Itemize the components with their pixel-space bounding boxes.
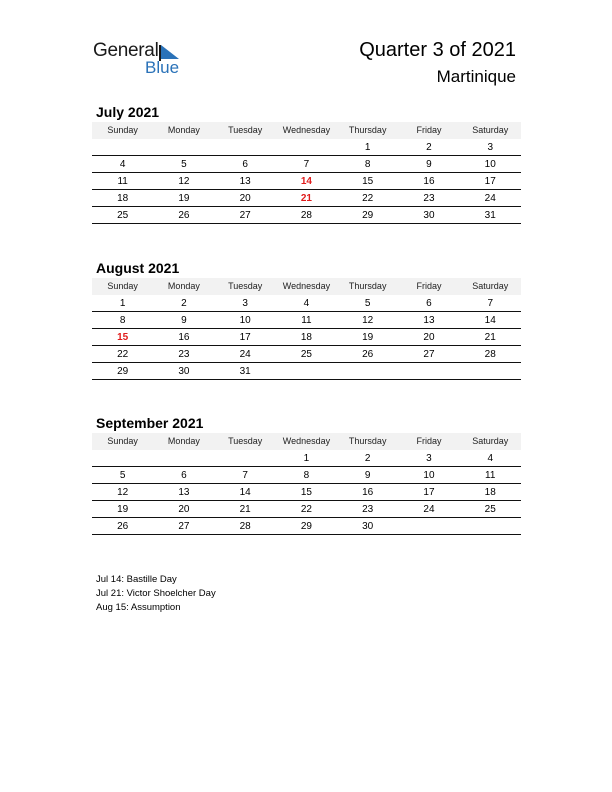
- day-cell: 31: [484, 210, 496, 221]
- weekday-label: Thursday: [348, 125, 387, 135]
- day-cell: 30: [178, 366, 190, 377]
- week-row: [92, 363, 521, 380]
- month-calendar-july: [92, 102, 521, 224]
- day-cell: 12: [117, 487, 129, 498]
- day-cell: 24: [484, 193, 496, 204]
- day-cell: 24: [423, 504, 435, 515]
- day-cell: 17: [423, 487, 435, 498]
- month-grid: [92, 278, 521, 380]
- weekday-label: Saturday: [472, 125, 509, 135]
- weekday-label: Friday: [416, 125, 442, 135]
- day-cell: 28: [300, 210, 312, 221]
- page-title: Quarter 3 of 2021: [359, 39, 516, 61]
- weekday-label: Sunday: [107, 281, 138, 291]
- day-cell: 2: [426, 142, 432, 153]
- day-cell: 26: [178, 210, 190, 221]
- day-cell: [215, 450, 276, 466]
- holiday-note: Aug 15: Assumption: [96, 602, 181, 613]
- day-cell: 19: [117, 504, 129, 515]
- week-row: [92, 450, 521, 467]
- day-cell: 6: [242, 159, 248, 170]
- day-cell: 22: [117, 349, 129, 360]
- day-cell: 16: [423, 176, 435, 187]
- day-cell: [153, 139, 214, 155]
- weekday-label: Tuesday: [228, 436, 263, 446]
- day-cell: 3: [242, 298, 248, 309]
- day-cell: 19: [178, 193, 190, 204]
- day-cell: 22: [300, 504, 312, 515]
- day-cell: 1: [364, 142, 371, 153]
- week-row: [92, 312, 521, 329]
- day-cell: 16: [178, 332, 190, 343]
- day-cell: 26: [362, 349, 374, 360]
- holiday-day-cell: 14: [300, 176, 312, 187]
- day-cell: 2: [181, 298, 187, 309]
- week-row: [92, 346, 521, 363]
- day-cell: 30: [423, 210, 435, 221]
- day-cell: 1: [303, 453, 310, 464]
- weekday-label: Tuesday: [228, 281, 263, 291]
- day-cell: 6: [181, 470, 187, 481]
- day-cell: 5: [181, 159, 187, 170]
- day-cell: 23: [423, 193, 435, 204]
- day-cell: 21: [484, 332, 496, 343]
- day-cell: [276, 363, 337, 379]
- logo-general-text: General: [93, 40, 159, 61]
- day-cell: [398, 518, 459, 534]
- day-cell: 24: [239, 349, 251, 360]
- day-cell: 2: [364, 453, 371, 464]
- day-cell: 15: [362, 176, 374, 187]
- day-cell: 18: [300, 332, 312, 343]
- day-cell: 18: [117, 193, 129, 204]
- weekday-label: Sunday: [107, 436, 138, 446]
- day-cell: 13: [423, 315, 435, 326]
- day-cell: 30: [362, 521, 374, 532]
- week-row: [92, 501, 521, 518]
- week-row: [92, 190, 521, 207]
- weekday-label: Friday: [416, 281, 442, 291]
- day-cell: 20: [178, 504, 190, 515]
- day-cell: 23: [178, 349, 190, 360]
- day-cell: [153, 450, 214, 466]
- weekday-label: Sunday: [107, 125, 138, 135]
- weekday-label: Monday: [167, 125, 200, 135]
- day-cell: 12: [178, 176, 190, 187]
- day-cell: [276, 139, 337, 155]
- day-cell: 1: [119, 298, 126, 309]
- day-cell: 20: [423, 332, 435, 343]
- weekday-label: Friday: [416, 436, 442, 446]
- day-cell: 3: [487, 142, 493, 153]
- day-cell: 9: [364, 470, 371, 481]
- day-cell: 7: [303, 159, 310, 170]
- day-cell: 25: [300, 349, 312, 360]
- day-cell: 27: [239, 210, 251, 221]
- week-row: [92, 295, 521, 312]
- weekday-label: Wednesday: [282, 281, 331, 291]
- day-cell: 14: [239, 487, 251, 498]
- day-cell: 22: [362, 193, 374, 204]
- weekday-label: Wednesday: [282, 436, 331, 446]
- day-cell: [92, 450, 153, 466]
- day-cell: 10: [239, 315, 251, 326]
- day-cell: 27: [423, 349, 435, 360]
- month-grid: [92, 122, 521, 224]
- weekday-label: Saturday: [472, 436, 509, 446]
- day-cell: 17: [239, 332, 251, 343]
- weekday-label: Thursday: [348, 436, 387, 446]
- day-cell: 26: [117, 521, 129, 532]
- day-cell: 12: [362, 315, 374, 326]
- day-cell: 27: [178, 521, 190, 532]
- day-cell: 5: [119, 470, 126, 481]
- day-cell: 20: [239, 193, 251, 204]
- logo-blue-text: Blue: [145, 58, 180, 77]
- day-cell: 8: [119, 315, 126, 326]
- day-cell: 13: [178, 487, 190, 498]
- day-cell: 18: [484, 487, 496, 498]
- week-row: [92, 207, 521, 224]
- holiday-notes: [96, 573, 216, 615]
- day-cell: 15: [300, 487, 312, 498]
- day-cell: 3: [426, 453, 432, 464]
- week-row: [92, 484, 521, 501]
- day-cell: [460, 363, 521, 379]
- week-row: [92, 518, 521, 535]
- day-cell: 11: [117, 176, 128, 187]
- day-cell: 10: [484, 159, 496, 170]
- day-cell: 5: [364, 298, 371, 309]
- day-cell: [92, 139, 153, 155]
- day-cell: 28: [484, 349, 496, 360]
- day-cell: 9: [181, 315, 187, 326]
- weekday-header-row: [92, 433, 521, 450]
- day-cell: [460, 518, 521, 534]
- week-row: [92, 156, 521, 173]
- week-row: [92, 467, 521, 484]
- day-cell: 4: [487, 453, 493, 464]
- day-cell: 19: [362, 332, 374, 343]
- day-cell: 25: [484, 504, 496, 515]
- day-cell: 11: [485, 470, 496, 481]
- day-cell: 4: [119, 159, 126, 170]
- weekday-label: Monday: [167, 436, 200, 446]
- day-cell: 13: [239, 176, 251, 187]
- holiday-day-cell: 15: [117, 332, 129, 343]
- day-cell: 21: [239, 504, 251, 515]
- day-cell: 28: [239, 521, 251, 532]
- day-cell: [337, 363, 398, 379]
- weekday-label: Wednesday: [282, 125, 331, 135]
- day-cell: [398, 363, 459, 379]
- day-cell: 29: [362, 210, 374, 221]
- weekday-label: Monday: [167, 281, 200, 291]
- month-grid: [92, 433, 521, 535]
- week-row: [92, 139, 521, 156]
- day-cell: 8: [364, 159, 371, 170]
- page-subtitle: Martinique: [436, 67, 516, 86]
- day-cell: 8: [303, 470, 310, 481]
- weekday-label: Tuesday: [228, 125, 263, 135]
- day-cell: [215, 139, 276, 155]
- day-cell: 10: [423, 470, 435, 481]
- day-cell: 29: [300, 521, 312, 532]
- generalblue-logo: [93, 40, 193, 80]
- day-cell: 23: [362, 504, 374, 515]
- month-calendar-august: [92, 258, 521, 380]
- day-cell: 17: [484, 176, 496, 187]
- month-title: July 2021: [96, 104, 160, 120]
- day-cell: 25: [117, 210, 129, 221]
- weekday-label: Thursday: [348, 281, 387, 291]
- day-cell: 31: [239, 366, 251, 377]
- week-row: [92, 173, 521, 190]
- holiday-note: Jul 21: Victor Shoelcher Day: [96, 588, 216, 599]
- day-cell: 7: [487, 298, 493, 309]
- day-cell: 29: [117, 366, 129, 377]
- day-cell: 6: [426, 298, 432, 309]
- day-cell: 14: [484, 315, 496, 326]
- weekday-label: Saturday: [472, 281, 509, 291]
- day-cell: 16: [362, 487, 374, 498]
- day-cell: 7: [242, 470, 248, 481]
- month-title: September 2021: [96, 415, 204, 431]
- week-row: [92, 329, 521, 346]
- day-cell: 4: [303, 298, 310, 309]
- month-title: August 2021: [96, 260, 180, 276]
- holiday-day-cell: 21: [300, 193, 312, 204]
- holiday-note: Jul 14: Bastille Day: [96, 574, 177, 585]
- month-calendar-september: [92, 413, 521, 535]
- weekday-header-row: [92, 278, 521, 295]
- day-cell: 11: [301, 315, 312, 326]
- day-cell: 9: [426, 159, 432, 170]
- weekday-header-row: [92, 122, 521, 139]
